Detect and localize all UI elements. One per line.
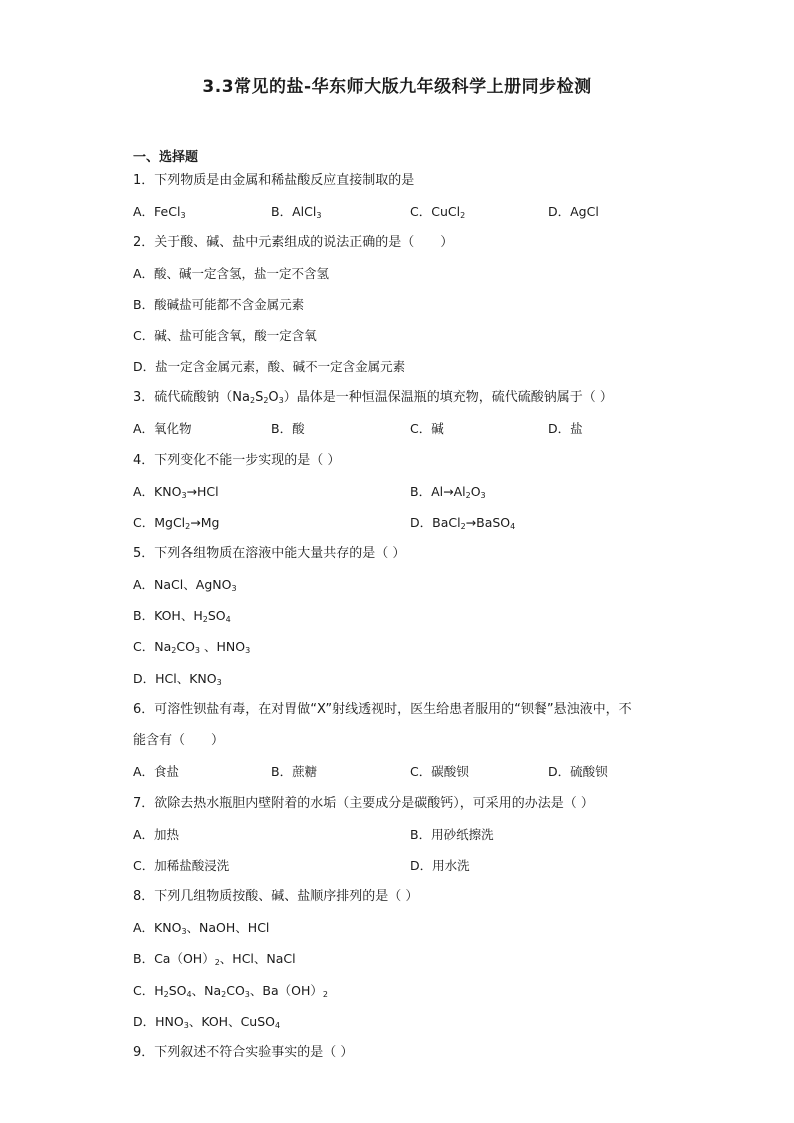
q6-option-b: B．蔗糖 (271, 764, 318, 779)
question-8-stem: 8．下列几组物质按酸、碱、盐顺序排列的是（ ） (133, 889, 419, 904)
q1-option-a: A．FeCl$_3$ (133, 204, 186, 220)
question-7-stem: 7．欲除去热水瓶胆内壁附着的水垢（主要成分是碳酸钙），可采用的办法是（ ） (133, 796, 594, 811)
q7-option-c: C．加稀盐酸浸洗 (133, 858, 230, 873)
q5-option-c: C．$Na_2CO_3$ 、$HNO_3$ (133, 639, 251, 655)
q1-option-c: C．CuCl$_2$ (410, 204, 466, 220)
q2-option-d: D．盐一定含金属元素，酸、碱不一定含金属元素 (133, 359, 406, 374)
q6-option-a: A．食盐 (133, 764, 180, 779)
q3-option-b: B．酸 (271, 421, 305, 436)
q1-option-b: B．AlCl$_3$ (271, 204, 322, 220)
question-4-stem: 4．下列变化不能一步实现的是（ ） (133, 453, 341, 468)
question-2-stem: 2．关于酸、碱、盐中元素组成的说法正确的是（ ） (133, 235, 454, 250)
q8-option-d: D．$HNO_3$、KOH、CuSO$_4$ (133, 1014, 281, 1030)
question-3-stem: 3．硫代硫酸钠$(Na_2S_2O_3)$晶体是一种恒温保温瓶的填充物，硫代硫酸钠属于（ ） (133, 390, 613, 405)
q6-option-d: D．硫酸钡 (548, 764, 608, 779)
q8-option-c: C．$H_2SO_4$、$Na_2CO_3$、$Ba(OH)_2$ (133, 983, 328, 999)
q3-option-a: A．氧化物 (133, 421, 192, 436)
q4-option-d: D．BaCl$_2$→BaSO$_4$ (410, 515, 516, 531)
q2-option-a: A．酸、碱一定含氢，盐一定不含氢 (133, 266, 330, 281)
q7-option-b: B．用砂纸擦洗 (410, 827, 494, 842)
q4-option-b: B．$Al\to Al_2O_3$ (410, 484, 486, 500)
q5-option-d: D．HCl、$KNO_3$ (133, 671, 222, 687)
q7-option-a: A．加热 (133, 827, 180, 842)
q4-option-a: A．$KNO_3\to HCl$ (133, 484, 219, 500)
section-heading: 一、选择题 (133, 150, 199, 165)
q5-option-a: A．NaCl、AgNO$_3$ (133, 577, 237, 593)
q1-option-d: D．AgCl (548, 204, 599, 219)
q6-option-c: C．碳酸钡 (410, 764, 469, 779)
question-6-stem-line1: 6．可溶性钡盐有毒，在对胃做“X”射线透视时，医生给患者服用的“钡餐”悬浊液中，不 (133, 702, 632, 717)
q8-option-a: A．$KNO_3$、NaOH、HCl (133, 920, 270, 936)
question-9-stem: 9．下列叙述不符合实验事实的是（ ） (133, 1045, 354, 1060)
q2-option-b: B．酸碱盐可能都不含金属元素 (133, 297, 305, 312)
question-6-stem-line2: 能含有（ ） (133, 733, 225, 748)
q8-option-b: B．$Ca(OH)_2$、HCl、NaCl (133, 951, 296, 967)
q7-option-d: D．用水洗 (410, 858, 470, 873)
q5-option-b: B．KOH、$H_2SO_4$ (133, 608, 231, 624)
q4-option-c: C．MgCl$_2$→Mg (133, 515, 220, 531)
q3-option-d: D．盐 (548, 421, 583, 436)
question-1-stem: 1．下列物质是由金属和稀盐酸反应直接制取的是 (133, 173, 415, 188)
q2-option-c: C．碱、盐可能含氧，酸一定含氧 (133, 328, 317, 343)
question-5-stem: 5．下列各组物质在溶液中能大量共存的是（ ） (133, 546, 406, 561)
q3-option-c: C．碱 (410, 421, 444, 436)
document-title: 3.3常见的盐-华东师大版九年级科学上册同步检测 (202, 77, 592, 97)
